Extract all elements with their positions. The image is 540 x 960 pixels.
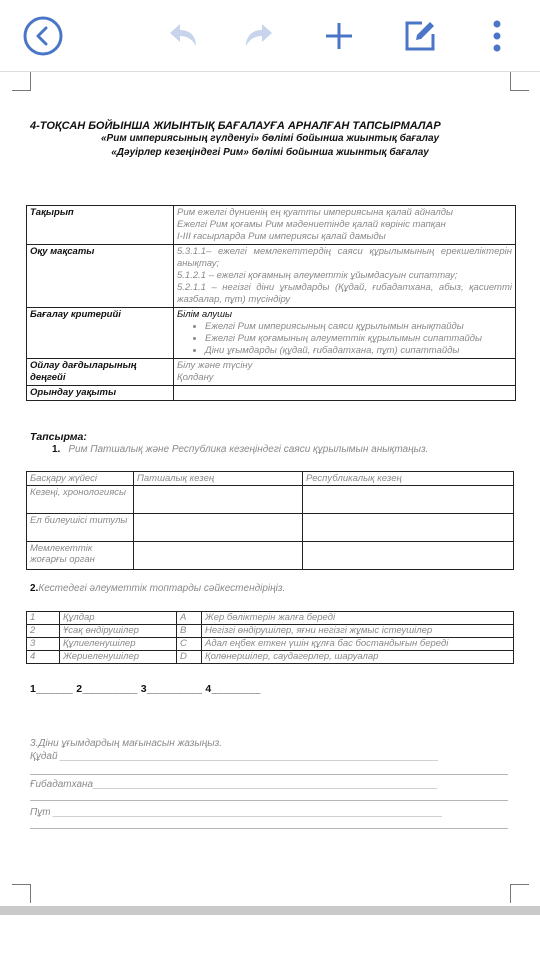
answer-cell[interactable]	[303, 514, 514, 542]
time-value	[174, 386, 516, 401]
time-row	[27, 386, 516, 401]
criteria-item: • Діни ұғымдарды (құдай, ғибадатхана, пұт) сипаттайды	[205, 345, 512, 357]
answer-cell[interactable]	[134, 542, 303, 570]
answer-rule	[30, 774, 508, 775]
undo-icon[interactable]	[160, 14, 204, 58]
table-row	[27, 612, 514, 625]
topic-row	[27, 206, 516, 245]
task-1-number: 1.	[52, 444, 61, 455]
task-2-text: Кестедегі әлеуметтік топтарды сәйкестендіріңіз.	[38, 583, 286, 594]
group-description: Адал еңбек еткен үшін құлға бас бостандығын береді	[202, 638, 514, 651]
group-description: Қолөнершілер, саудагерлер, шаруалар	[202, 651, 514, 664]
group-name: Құлиеленушілер	[60, 638, 177, 651]
table-row	[27, 486, 514, 514]
idol-answer-line[interactable]: Пұт ______________________________________________________________________	[30, 807, 443, 818]
goal-line: 5.2.1.1 – негізгі діни ұғымдарды (Құдай, ғибадатхана, абыз, қасиетті жазбалар, пұт) түсіндіру	[177, 282, 512, 305]
god-answer-line[interactable]: Құдай ____________________________________________________________________	[30, 751, 439, 762]
table-row	[27, 651, 514, 664]
row-letter: D	[177, 651, 202, 664]
topic-line: Ежелгі Рим қоғамы Рим мәдениетінде қалай көрініс тапқан	[177, 219, 446, 230]
column-header: Республикалық кезең	[303, 472, 514, 486]
answer-rule	[30, 800, 508, 801]
topic-label: Тақырып	[27, 206, 174, 245]
table-row	[27, 625, 514, 638]
task-3-text: 3.Діни ұғымдардың мағынасын жазыңыз.	[30, 738, 223, 749]
task-1	[52, 444, 428, 455]
answer-cell[interactable]	[134, 486, 303, 514]
criteria-list	[177, 321, 512, 357]
column-header: Патшалық кезең	[134, 472, 303, 486]
task-heading: Тапсырма:	[30, 431, 87, 443]
group-name: Құлдар	[60, 612, 177, 625]
temple-answer-line[interactable]: Ғибадатхана______________________________________________________________	[30, 779, 438, 790]
topic-line: I-III ғасырларда Рим империясы қалай дамыды	[177, 231, 386, 242]
group-name: Жериеленушілер	[60, 651, 177, 664]
table-row	[27, 542, 514, 570]
goal-line: 5.3.1.1– ежелгі мемлекеттердің саяси құрылымының ерекшеліктерін анықтау;	[177, 246, 512, 269]
thinking-label: Ойлау дағдыларының деңгейі	[27, 359, 174, 386]
thinking-row	[27, 359, 516, 386]
political-structure-table	[26, 471, 514, 570]
table-row	[27, 514, 514, 542]
social-groups-table	[26, 611, 514, 664]
row-letter: C	[177, 638, 202, 651]
thinking-line: Білу және түсіну	[177, 360, 253, 371]
more-vertical-icon[interactable]	[475, 14, 519, 58]
doc-subtitle-2: «Дәуірлер кезеңіндегі Рим» бөлімі бойынша жиынтық бағалау	[111, 147, 429, 158]
matching-answers[interactable]: 1______ 2_________ 3_________ 4________	[30, 683, 261, 695]
task-2-number: 2.	[30, 583, 39, 594]
group-name: Ұсақ өндірушілер	[60, 625, 177, 638]
thinking-line: Қолдану	[177, 372, 214, 383]
answer-rule	[30, 828, 508, 829]
app-toolbar	[0, 0, 540, 72]
goal-label: Оқу мақсаты	[27, 245, 174, 308]
row-label: Ел билеушісі титулы	[27, 514, 134, 542]
page-bottom-bar	[0, 906, 540, 915]
assessment-info-table	[26, 205, 516, 401]
task-1-text: Рим Патшалық және Республика кезеңіндегі саяси құрылымын анықтаңыз.	[68, 444, 429, 455]
row-label: Кезеңі, хронологиясы	[27, 486, 134, 514]
goal-line: 5.1.2.1 – ежелгі қоғамның әлеуметтік ұйымдасуын сипаттау;	[177, 270, 458, 281]
criteria-row	[27, 308, 516, 359]
criteria-label: Бағалау критерийі	[27, 308, 174, 359]
group-description: Жер бөліктерін жалға береді	[202, 612, 514, 625]
row-number: 2	[27, 625, 60, 638]
group-description: Негізгі өндірушілер, яғни негізгі жұмыс істеушілер	[202, 625, 514, 638]
row-letter: A	[177, 612, 202, 625]
doc-subtitle-1: «Рим империясының гүлденуі» бөлімі бойынша жиынтық бағалау	[100, 133, 440, 144]
criteria-item: • Ежелгі Рим империясының саяси құрылымын анықтайды	[205, 321, 512, 333]
table-row	[27, 638, 514, 651]
redo-icon[interactable]	[238, 14, 282, 58]
answer-cell[interactable]	[303, 486, 514, 514]
row-number: 1	[27, 612, 60, 625]
criteria-item: • Ежелгі Рим қоғамының әлеуметтік құрылымын сипаттайды	[205, 333, 512, 345]
task-2	[30, 583, 285, 594]
doc-title: 4-ТОҚСАН БОЙЫНША ЖИЫНТЫҚ БАҒАЛАУҒА АРНАЛҒАН ТАПСЫРМАЛАР	[30, 120, 441, 132]
edit-icon[interactable]	[398, 14, 442, 58]
goal-row	[27, 245, 516, 308]
plus-icon[interactable]	[317, 14, 361, 58]
time-label: Орындау уақыты	[27, 386, 174, 401]
row-label: Мемлекеттік жоғарғы орган	[27, 542, 134, 570]
column-header: Басқару жүйесі	[27, 472, 134, 486]
criteria-intro: Білім алушы	[177, 309, 232, 320]
row-number: 3	[27, 638, 60, 651]
row-number: 4	[27, 651, 60, 664]
answer-cell[interactable]	[303, 542, 514, 570]
back-circle-icon[interactable]	[21, 14, 65, 58]
topic-line: Рим ежелгі дүниенің ең қуатты империясына қалай айналды	[177, 207, 454, 218]
document-page	[0, 72, 540, 906]
table-header-row	[27, 472, 514, 486]
answer-cell[interactable]	[134, 514, 303, 542]
row-letter: B	[177, 625, 202, 638]
